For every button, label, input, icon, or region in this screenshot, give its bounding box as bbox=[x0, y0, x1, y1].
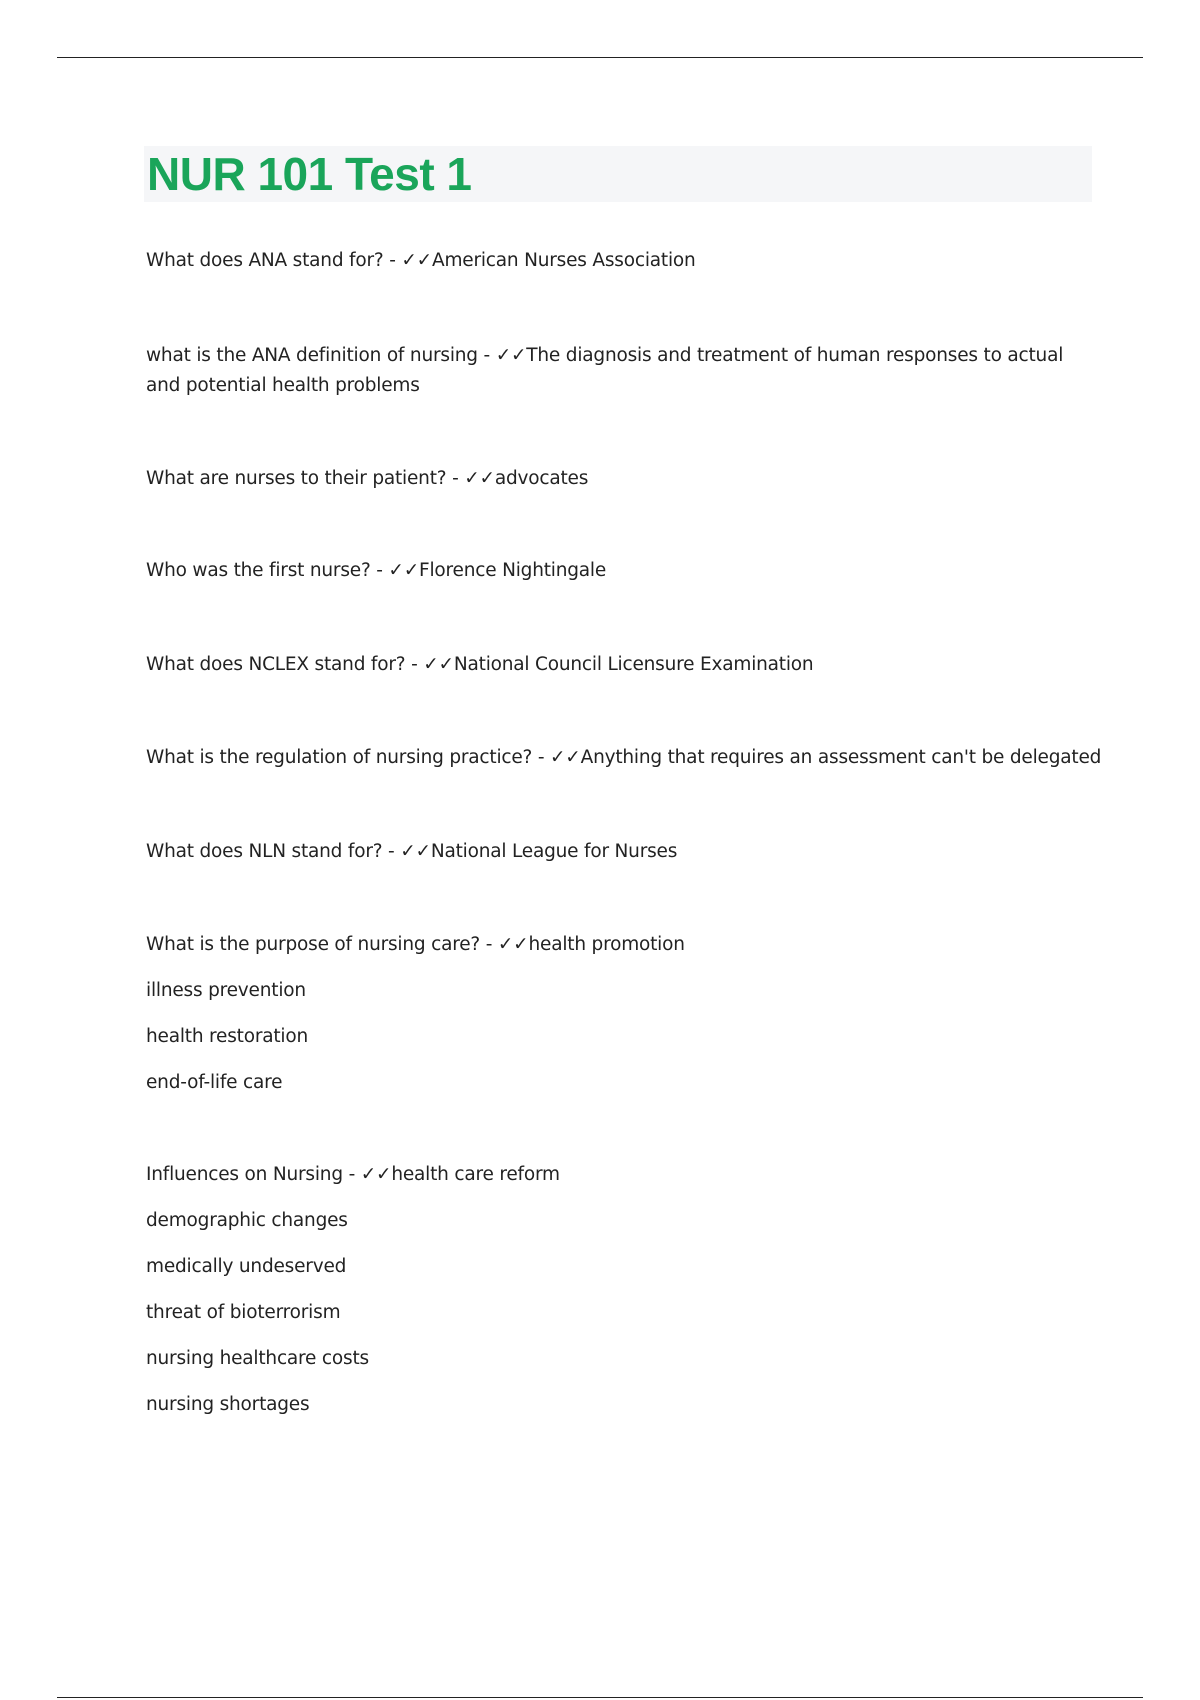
answer-line: nursing shortages bbox=[146, 1394, 310, 1415]
question-text: What does NLN stand for? bbox=[146, 841, 383, 862]
qa-line bbox=[146, 556, 1096, 586]
question-text: What does NCLEX stand for? bbox=[146, 654, 406, 675]
check-icon: ✓✓ bbox=[400, 841, 431, 862]
qa-item bbox=[146, 930, 1096, 960]
top-rule bbox=[57, 57, 1143, 58]
answer-line: medically undeserved bbox=[146, 1256, 347, 1277]
separator: - bbox=[532, 747, 550, 768]
separator: - bbox=[480, 934, 498, 955]
qa-line bbox=[146, 246, 1096, 276]
answer-continuation bbox=[146, 1206, 1096, 1436]
qa-item bbox=[146, 246, 1096, 276]
answer-text: health promotion bbox=[528, 934, 685, 955]
qa-item bbox=[146, 837, 1096, 867]
qa-item bbox=[146, 464, 1096, 494]
question-text: What are nurses to their patient? bbox=[146, 468, 447, 489]
answer-text: National League for Nurses bbox=[430, 841, 678, 862]
separator: - bbox=[382, 841, 401, 862]
separator: - bbox=[446, 468, 465, 489]
qa-line bbox=[146, 341, 1096, 401]
separator: - bbox=[383, 250, 402, 271]
answer-text: National Council Licensure Examination bbox=[453, 654, 814, 675]
title-banner bbox=[144, 146, 1092, 202]
qa-item bbox=[146, 1160, 1096, 1190]
check-icon: ✓✓ bbox=[464, 468, 495, 489]
check-icon: ✓✓ bbox=[497, 934, 529, 955]
check-icon: ✓✓ bbox=[360, 1164, 392, 1185]
qa-item bbox=[146, 341, 1096, 401]
check-icon: ✓✓ bbox=[388, 560, 420, 581]
answer-continuation bbox=[146, 976, 1096, 1114]
answer-line: threat of bioterrorism bbox=[146, 1302, 341, 1323]
check-icon: ✓✓ bbox=[550, 747, 581, 768]
qa-line bbox=[146, 743, 1102, 773]
qa-line bbox=[146, 650, 1096, 680]
answer-line: end-of-life care bbox=[146, 1072, 283, 1093]
qa-line bbox=[146, 1160, 1096, 1190]
separator: - bbox=[405, 654, 424, 675]
check-icon: ✓✓ bbox=[401, 250, 432, 271]
question-text: Influences on Nursing bbox=[146, 1164, 343, 1185]
qa-line bbox=[146, 930, 1096, 960]
answer-line: illness prevention bbox=[146, 980, 306, 1001]
separator: - bbox=[477, 345, 496, 366]
separator: - bbox=[370, 560, 389, 581]
question-text: What does ANA stand for? bbox=[146, 250, 384, 271]
question-text: Who was the first nurse? bbox=[146, 560, 371, 581]
answer-text: The diagnosis and treatment of human responses to actual and potential health problems bbox=[146, 345, 1064, 396]
page-title: NUR 101 Test 1 bbox=[147, 148, 472, 200]
answer-line: health restoration bbox=[146, 1026, 309, 1047]
qa-line bbox=[146, 837, 1096, 867]
qa-item bbox=[146, 650, 1096, 680]
question-text: What is the purpose of nursing care? bbox=[146, 934, 481, 955]
answer-text: Florence Nightingale bbox=[419, 560, 607, 581]
answer-line: demographic changes bbox=[146, 1210, 348, 1231]
check-icon: ✓✓ bbox=[423, 654, 454, 675]
bottom-rule bbox=[57, 1697, 1143, 1698]
separator: - bbox=[342, 1164, 361, 1185]
answer-text: advocates bbox=[494, 468, 589, 489]
question-text: What is the regulation of nursing practice? bbox=[146, 747, 533, 768]
check-icon: ✓✓ bbox=[495, 345, 527, 366]
answer-line: nursing healthcare costs bbox=[146, 1348, 369, 1369]
answer-text: health care reform bbox=[391, 1164, 560, 1185]
qa-item bbox=[146, 743, 1102, 773]
qa-item bbox=[146, 556, 1096, 586]
qa-line bbox=[146, 464, 1096, 494]
question-text: what is the ANA definition of nursing bbox=[146, 345, 478, 366]
answer-text: Anything that requires an assessment can't be delegated bbox=[580, 747, 1102, 768]
answer-text: American Nurses Association bbox=[431, 250, 696, 271]
